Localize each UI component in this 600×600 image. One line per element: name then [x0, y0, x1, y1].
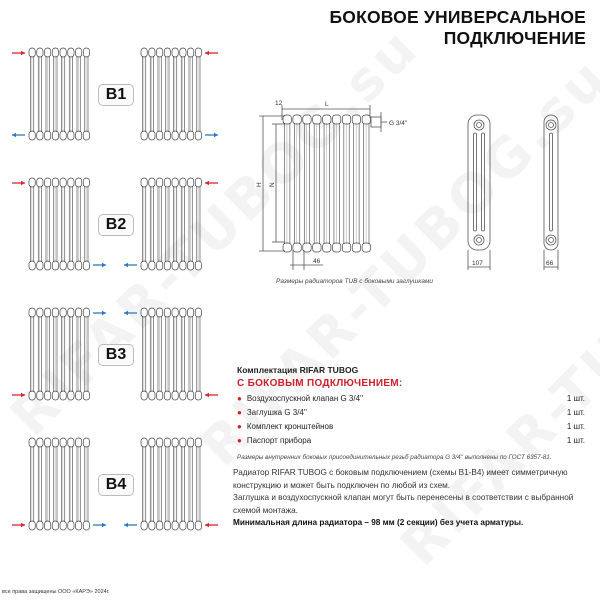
- supply-arrow-icon: [205, 51, 218, 56]
- radiator-left: [29, 438, 90, 530]
- item-qty: 1 шт.: [566, 436, 585, 445]
- radiator-side-view-66: [544, 115, 558, 250]
- kit-subheading: С БОКОВЫМ ПОДКЛЮЧЕНИЕМ:: [237, 378, 403, 389]
- page-title: [329, 7, 586, 49]
- supply-arrow-icon: [205, 181, 218, 186]
- dim-label-12: 12: [275, 100, 283, 107]
- kit-note: Размеры внутренних боковых присоединительных резьб радиатора G 3/4'' выполнены по ГОСТ 6357-81.: [237, 454, 552, 461]
- description-min-length: Минимальная длина радиатора – 98 мм (2 секции) без учета арматуры.: [233, 518, 524, 527]
- dim-label-H: H: [256, 182, 263, 187]
- return-arrow-icon: [12, 133, 25, 138]
- supply-arrow-icon: [12, 51, 25, 56]
- supply-arrow-icon: [12, 181, 25, 186]
- bullet-icon: ●: [237, 436, 242, 445]
- radiator-side-view-107: [468, 115, 490, 250]
- supply-arrow-icon: [205, 393, 218, 398]
- kit-section: [237, 365, 585, 461]
- bullet-icon: ●: [237, 394, 242, 403]
- radiator-right: [141, 308, 202, 400]
- description: [233, 467, 588, 530]
- radiator-right: [141, 48, 202, 140]
- description-p2: Заглушка и воздухоспускной клапан могут быть перенесены в соответствии с выбранной схемой монтажа.: [233, 493, 574, 515]
- radiator-left: [29, 178, 90, 270]
- return-arrow-icon: [124, 523, 137, 528]
- return-arrow-icon: [124, 311, 137, 316]
- return-arrow-icon: [93, 263, 106, 268]
- radiator-left: [29, 308, 90, 400]
- item-name: Паспорт прибора: [246, 436, 312, 445]
- title-line-2: ПОДКЛЮЧЕНИЕ: [443, 28, 586, 48]
- connection-schemes: [0, 0, 240, 560]
- dim-label-46: 46: [313, 258, 321, 265]
- return-arrow-icon: [124, 263, 137, 268]
- radiator-left: [29, 48, 90, 140]
- supply-arrow-icon: [205, 523, 218, 528]
- kit-heading: Комплектация RIFAR TUBOG: [237, 365, 359, 375]
- return-arrow-icon: [205, 133, 218, 138]
- dim-label-L: L: [325, 101, 329, 108]
- kit-list: [237, 394, 585, 445]
- dim-label-66: 66: [546, 260, 554, 267]
- item-qty: 1 шт.: [566, 394, 585, 403]
- thread-label: G 3/4'': [389, 120, 408, 127]
- bullet-icon: ●: [237, 408, 242, 417]
- list-item: [237, 394, 585, 403]
- radiator-right: [141, 438, 202, 530]
- supply-arrow-icon: [12, 393, 25, 398]
- return-arrow-icon: [93, 311, 106, 316]
- item-name: Воздухоспускной клапан G 3/4'': [246, 394, 364, 403]
- list-item: [237, 408, 585, 417]
- description-p1: Радиатор RIFAR TUBOG с боковым подключением (схемы В1-В4) имеет симметричную конструкцию и может быть подключен по любой из схем.: [233, 468, 568, 490]
- list-item: [237, 422, 585, 431]
- supply-arrow-icon: [12, 523, 25, 528]
- item-name: Заглушка G 3/4'': [246, 408, 307, 417]
- bullet-icon: ●: [237, 422, 242, 431]
- scheme-label-b3: B3: [98, 344, 134, 366]
- radiator-front-view: [283, 115, 371, 252]
- copyright-footer: все права защищены ООО «КАРЭ» 2024г.: [2, 589, 110, 595]
- return-arrow-icon: [93, 523, 106, 528]
- list-item: [237, 436, 585, 445]
- technical-drawing: [255, 90, 600, 275]
- radiator-right: [141, 178, 202, 270]
- item-qty: 1 шт.: [566, 422, 585, 431]
- scheme-label-b2: B2: [98, 214, 134, 236]
- title-line-1: БОКОВОЕ УНИВЕРСАЛЬНОЕ: [329, 7, 586, 27]
- scheme-label-b4: B4: [98, 474, 134, 496]
- item-qty: 1 шт.: [566, 408, 585, 417]
- item-name: Комплект кронштейнов: [246, 422, 334, 431]
- drawing-caption: Размеры радиаторов TUB с боковыми заглушками: [276, 278, 434, 285]
- dim-label-107: 107: [472, 260, 483, 267]
- scheme-label-b1: B1: [98, 84, 134, 106]
- dim-label-N: N: [269, 182, 276, 187]
